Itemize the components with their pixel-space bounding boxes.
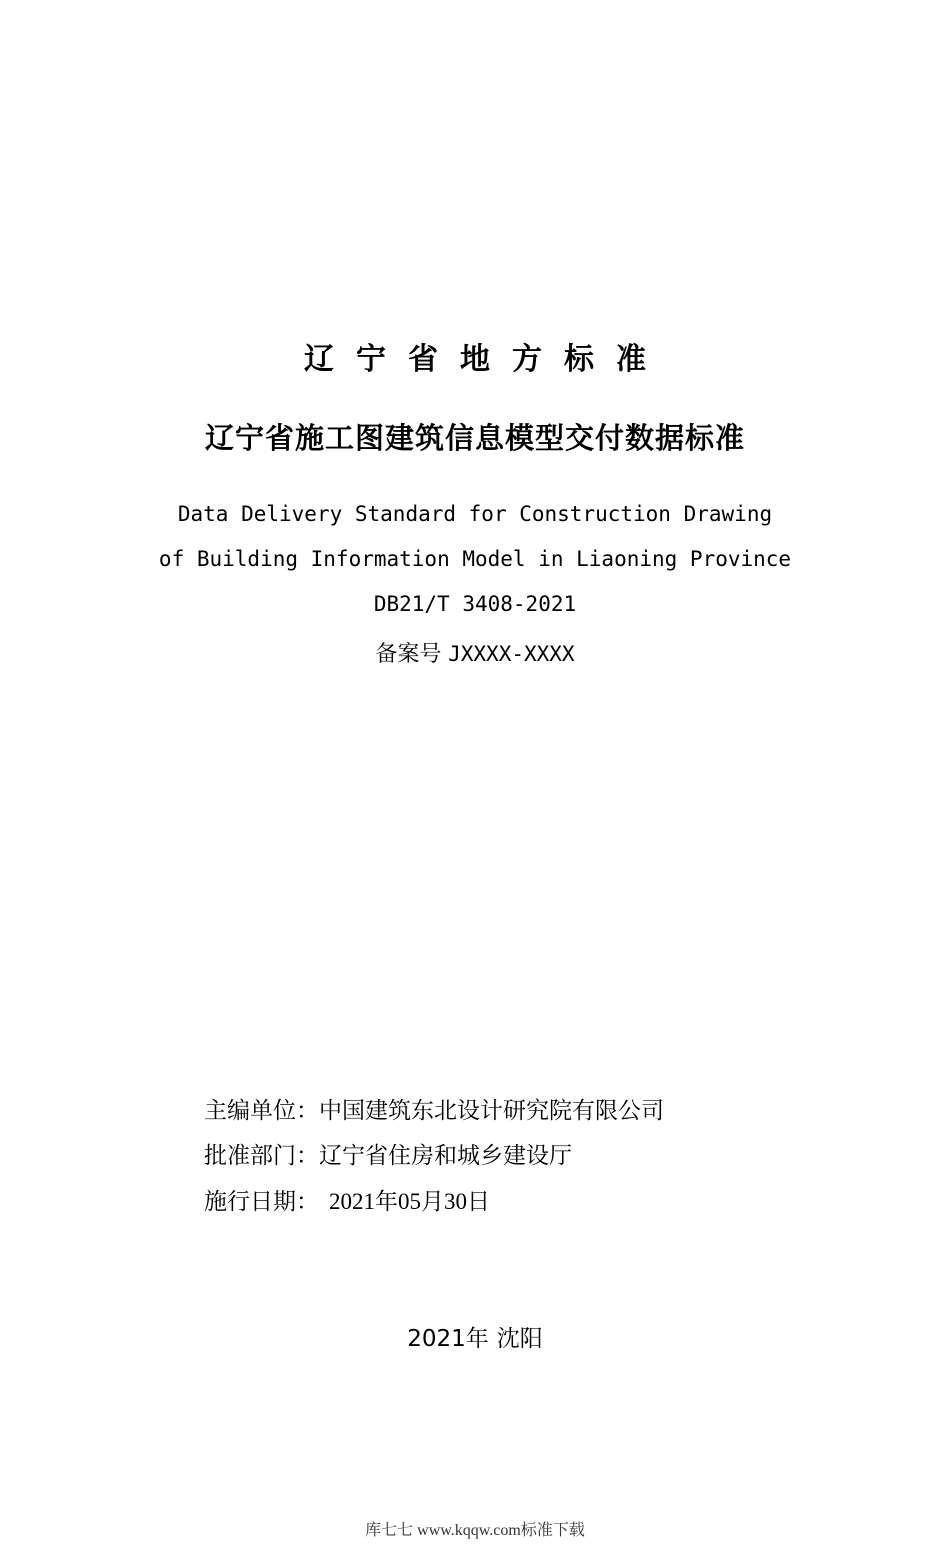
editor-label: 主编单位： <box>204 1098 319 1124</box>
standard-title-cn: 辽宁省施工图建筑信息模型交付数据标准 <box>204 421 745 455</box>
standard-number: DB21/T 3408-2021 <box>373 592 577 616</box>
standard-class-heading: 辽宁省地方标准 <box>304 342 668 377</box>
standard-title-en-line2: of Building Information Model in Liaoning Province <box>158 547 792 571</box>
issue-line <box>0 1320 950 1353</box>
issue-year: 2021年 <box>407 1326 489 1352</box>
approver-value: 辽宁省住房和城乡建设厅 <box>319 1143 572 1169</box>
effective-date-value: 2021年05月30日 <box>329 1189 490 1214</box>
record-number-line <box>0 637 950 668</box>
effective-date-label: 施行日期： <box>204 1189 319 1215</box>
approver-line <box>204 1137 572 1170</box>
record-number-label: 备案号 <box>375 642 442 667</box>
issue-city: 沈阳 <box>496 1326 543 1352</box>
editor-value: 中国建筑东北设计研究院有限公司 <box>319 1098 664 1124</box>
standard-title-en-line1: Data Delivery Standard for Construction Drawing <box>177 502 773 526</box>
effective-date-line <box>204 1183 490 1216</box>
approver-label: 批准部门： <box>204 1143 319 1169</box>
editor-line <box>204 1092 664 1125</box>
record-number-value: JXXXX-XXXX <box>448 642 575 666</box>
footer-watermark: 库七七 www.kqqw.com标准下载 <box>365 1522 585 1539</box>
